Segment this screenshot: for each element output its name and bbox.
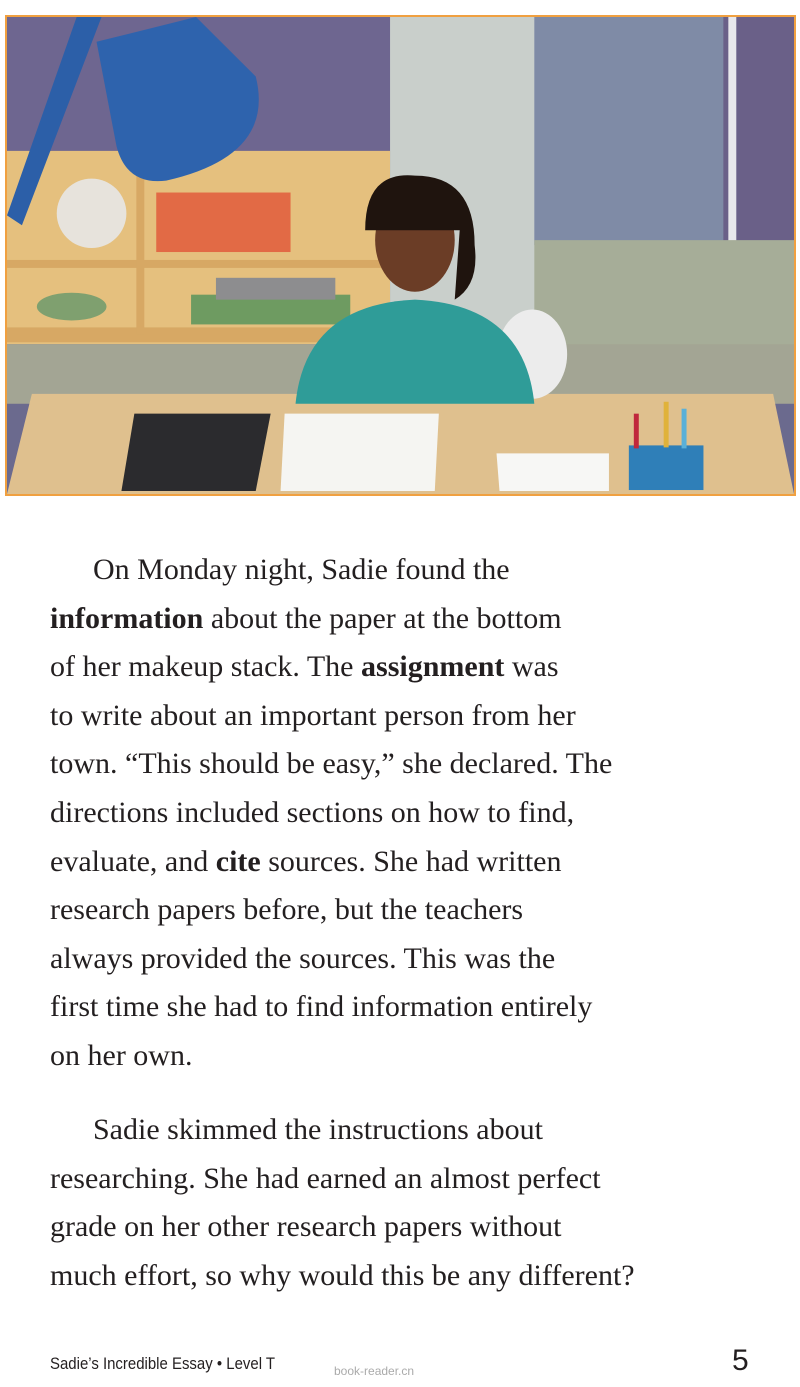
text-segment: town. “This should be easy,” she declared. The bbox=[50, 747, 613, 781]
text-line bbox=[50, 643, 780, 692]
text-line bbox=[50, 546, 780, 595]
text-segment: was bbox=[504, 650, 559, 684]
text-line bbox=[50, 740, 780, 789]
text-line bbox=[50, 692, 780, 741]
text-segment: always provided the sources. This was the bbox=[50, 941, 556, 975]
text-line bbox=[50, 886, 780, 935]
text-line bbox=[50, 935, 780, 984]
text-segment: of her makeup stack. The bbox=[50, 650, 362, 684]
text-segment: to write about an important person from her bbox=[50, 698, 576, 732]
text-segment: researching. She had earned an almost perfect bbox=[50, 1161, 601, 1195]
watermark: book-reader.cn bbox=[334, 1364, 415, 1378]
text-line bbox=[50, 983, 780, 1032]
text-line bbox=[50, 1106, 780, 1155]
text-line bbox=[50, 1252, 780, 1301]
text-line bbox=[50, 1032, 780, 1081]
text-segment: grade on her other research papers without bbox=[50, 1210, 562, 1244]
text-segment: Sadie skimmed the instructions about bbox=[93, 1113, 543, 1146]
text-segment: much effort, so why would this be any different? bbox=[50, 1258, 635, 1292]
text-segment: first time she had to find information entirely bbox=[50, 990, 593, 1024]
illustration-sadie-at-desk bbox=[5, 15, 796, 496]
text-line bbox=[50, 1203, 780, 1252]
text-segment: directions included sections on how to find, bbox=[50, 795, 575, 829]
text-segment: On Monday night, Sadie found the bbox=[93, 553, 510, 586]
paragraph-1 bbox=[50, 546, 780, 1081]
vocabulary-word: assignment bbox=[361, 650, 505, 684]
text-line bbox=[50, 838, 780, 887]
text-segment: on her own. bbox=[50, 1038, 193, 1072]
page-number: 5 bbox=[732, 1344, 749, 1377]
vocabulary-word: information bbox=[50, 601, 204, 635]
text-segment: about the paper at the bottom bbox=[203, 601, 562, 635]
text-segment: sources. She had written bbox=[260, 844, 562, 878]
paragraph-2 bbox=[50, 1106, 780, 1300]
vocabulary-word: cite bbox=[215, 844, 261, 878]
text-line bbox=[50, 595, 780, 644]
text-line bbox=[50, 1155, 780, 1204]
text-segment: evaluate, and bbox=[50, 844, 216, 878]
footer-book-title: Sadie’s Incredible Essay • Level T bbox=[50, 1354, 276, 1373]
text-segment: research papers before, but the teachers bbox=[50, 893, 524, 927]
text-line bbox=[50, 789, 780, 838]
